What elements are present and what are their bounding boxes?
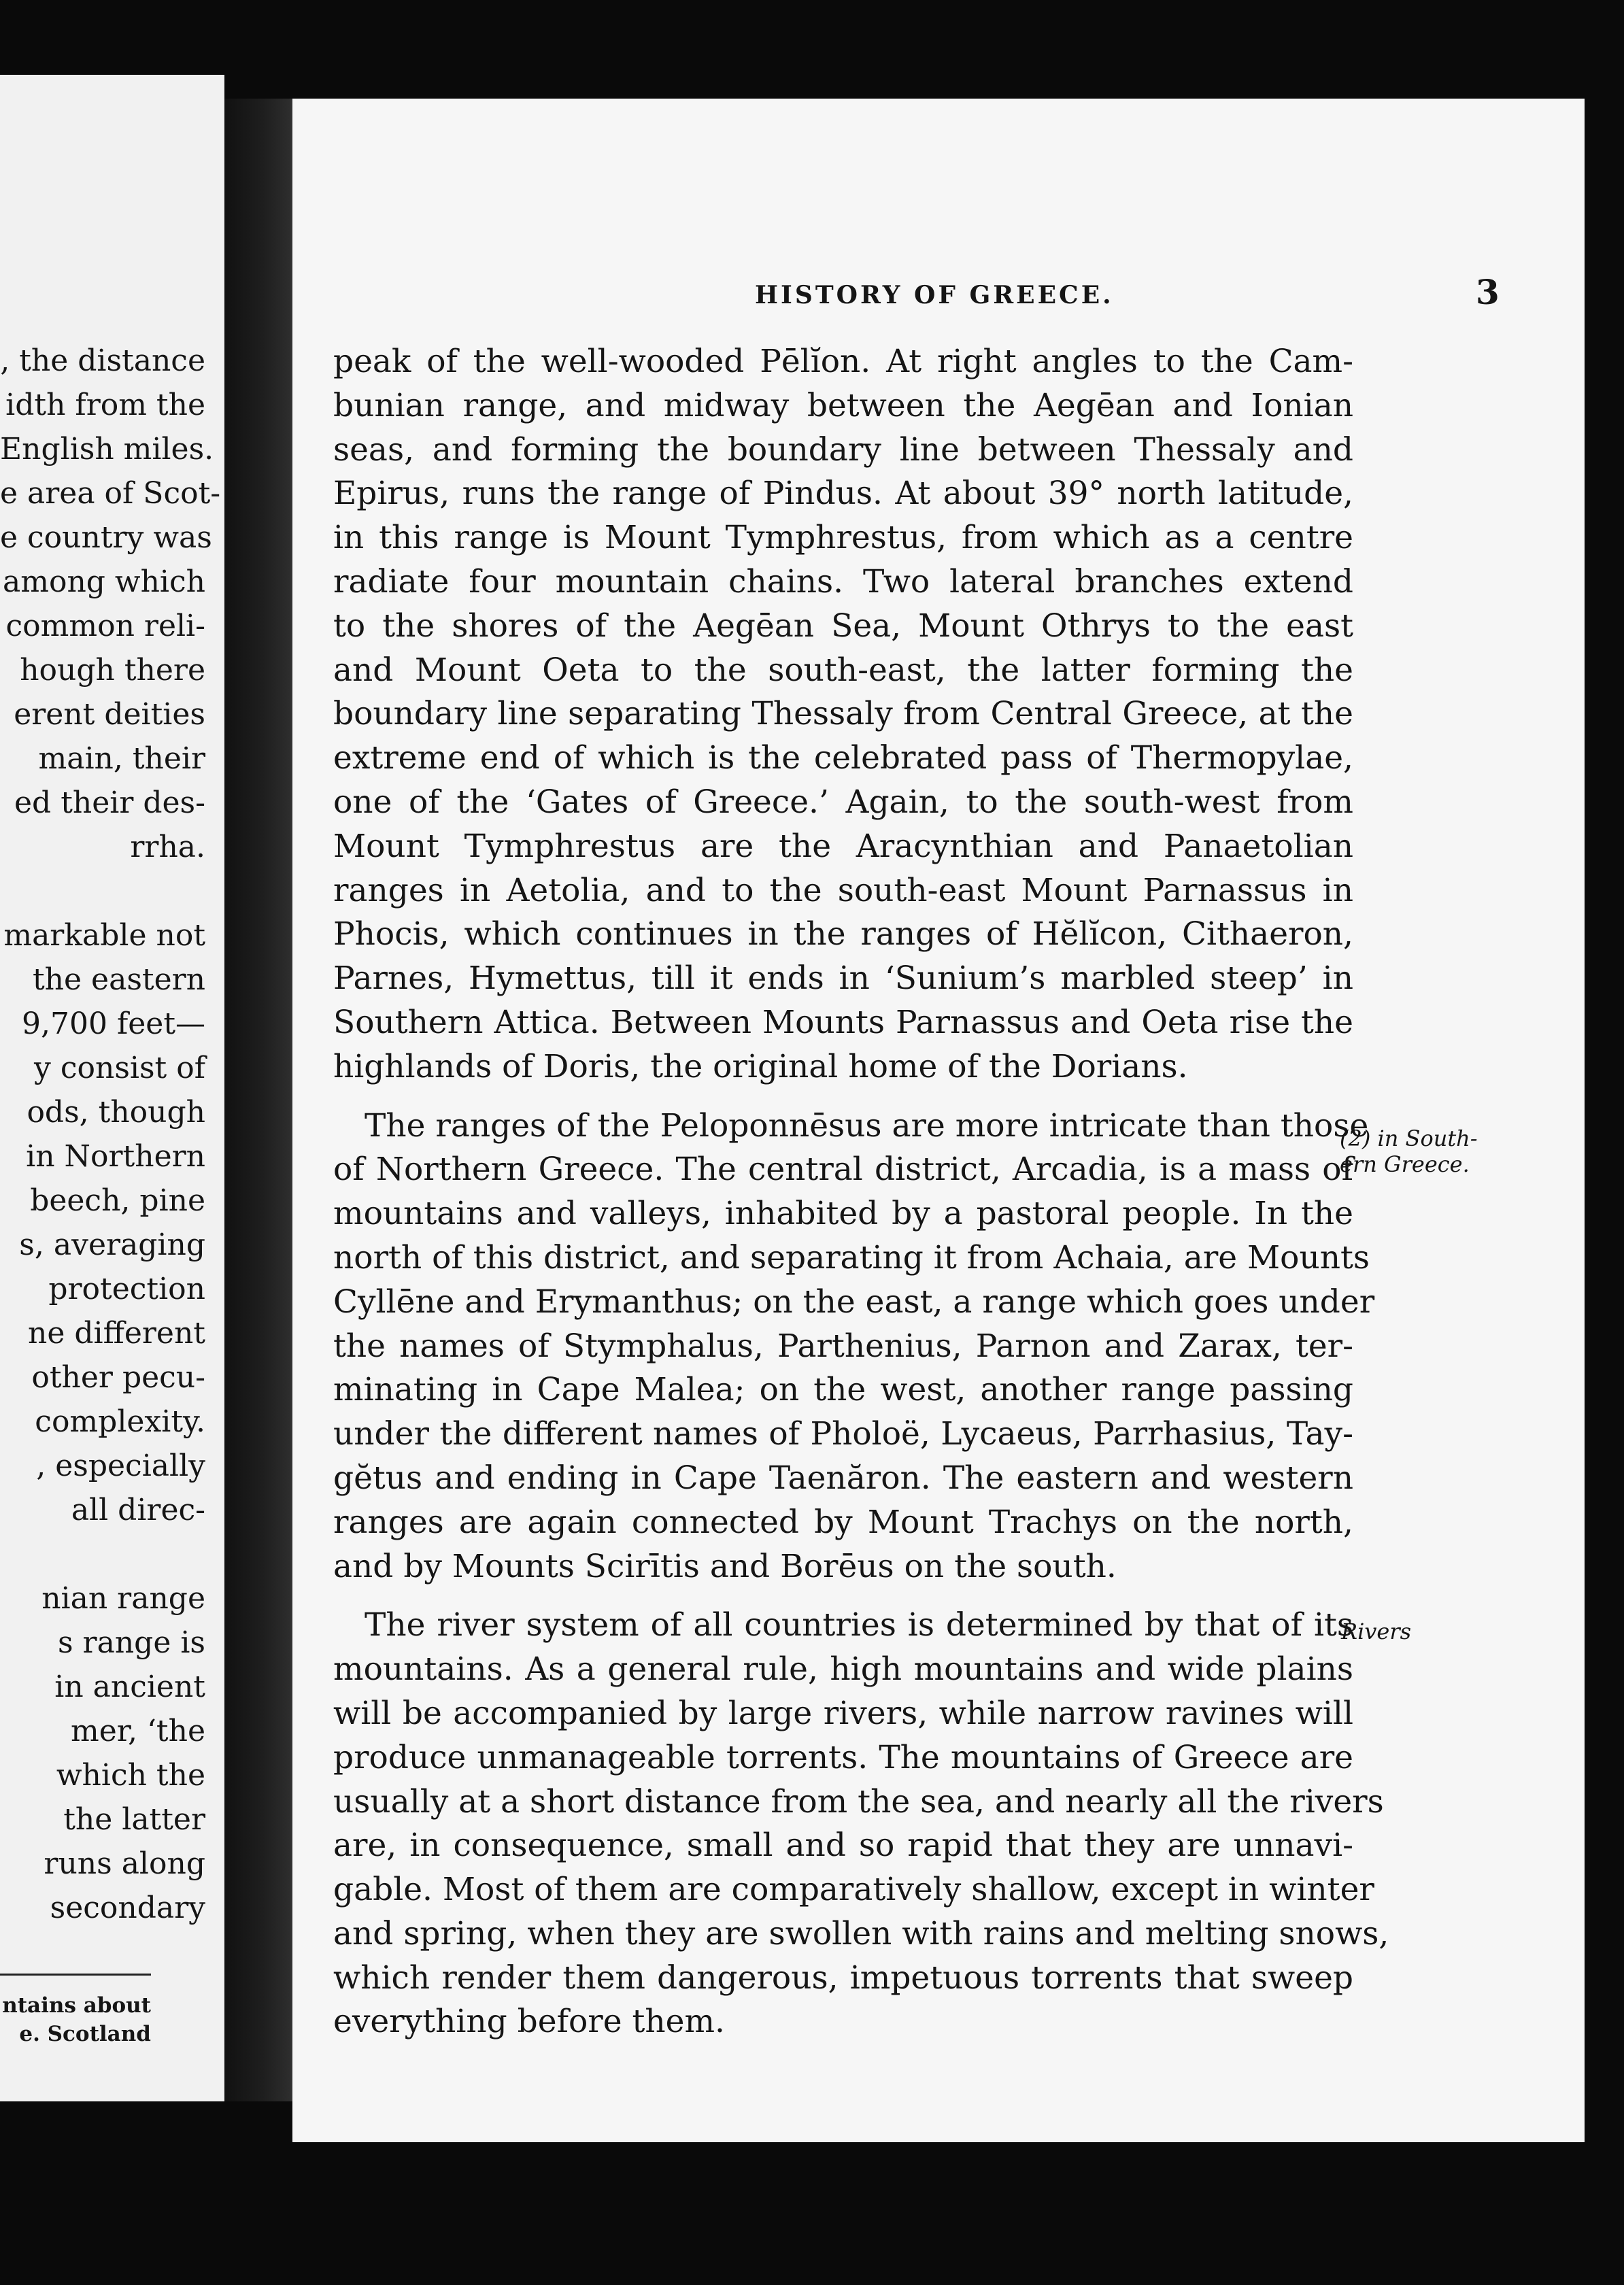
left-page-line: which the: [56, 1758, 205, 1793]
text-line: of Northern Greece. The central district, Arcadia, is a mass of: [333, 1151, 1353, 1189]
left-page-line: all direc-: [71, 1493, 205, 1527]
left-page-line: the latter: [63, 1802, 205, 1837]
left-page-line: ed their des-: [14, 785, 205, 820]
left-page-line: markable not: [3, 918, 205, 953]
text-line: produce unmanageable torrents. The mountains of Greece are: [333, 1738, 1353, 1776]
text-line: highlands of Doris, the original home of the Dorians.: [333, 1047, 1188, 1085]
paragraph: [333, 340, 1353, 1089]
text-line: mountains and valleys, inhabited by a pastoral people. In the: [333, 1195, 1353, 1233]
left-page-line: beech, pine: [30, 1183, 205, 1218]
left-page-line: ods, though: [27, 1095, 205, 1130]
text-line: north of this district, and separating it from Achaia, are Mounts: [333, 1238, 1370, 1276]
left-footnote-line: e. Scotland: [19, 2022, 151, 2046]
text-line: Phocis, which continues in the ranges of Hĕlĭcon, Cithaeron,: [333, 915, 1353, 953]
left-page-line: main, their: [38, 741, 205, 776]
left-page-line: among which: [3, 564, 205, 599]
left-page-line: s, averaging: [19, 1228, 205, 1262]
previous-page-text: [0, 339, 221, 1930]
text-line: seas, and forming the boundary line between Thessaly and: [333, 430, 1353, 469]
marginal-note-rivers: [1341, 1619, 1411, 1644]
paragraph: [333, 1604, 1389, 2044]
text-line: extreme end of which is the celebrated pass of Thermopylae,: [333, 739, 1353, 777]
text-line: minating in Cape Malea; on the west, another range passing: [333, 1371, 1353, 1409]
text-line: mountains. As a general rule, high mountains and wide plains: [333, 1651, 1353, 1689]
left-page-line: the eastern: [33, 962, 205, 997]
running-head: HISTORY OF GREECE.: [755, 281, 1114, 309]
text-line: radiate four mountain chains. Two lateral branches extend: [333, 562, 1353, 600]
left-page-line: s range is: [57, 1625, 205, 1660]
text-line: bunian range, and midway between the Aegēan and Ionian: [333, 386, 1353, 424]
left-page-line: [0, 1532, 205, 1576]
text-line: one of the ‘Gates of Greece.’ Again, to the south-west from: [333, 783, 1353, 821]
footnote-rule: [0, 1974, 151, 1976]
left-page-line: mer, ‘the: [71, 1714, 205, 1748]
left-footnote-line: ntains about: [2, 1993, 151, 2018]
left-page-line: hough there: [20, 653, 205, 688]
text-line: ranges are again connected by Mount Trachys on the north,: [333, 1503, 1353, 1541]
text-line: and spring, when they are swollen with rains and melting snows,: [333, 1914, 1389, 1952]
body-text: [333, 340, 1389, 2044]
text-line: and Mount Oeta to the south-east, the latter forming the: [333, 651, 1353, 689]
text-line: usually at a short distance from the sea, and nearly all the rivers: [333, 1782, 1384, 1821]
text-line: which render them dangerous, impetuous torrents that sweep: [333, 1959, 1353, 1997]
marginal-note-southern-greece: [1340, 1125, 1478, 1177]
text-line: Epirus, runs the range of Pindus. At about 39° north latitude,: [333, 475, 1353, 513]
left-page-line: runs along: [44, 1846, 205, 1881]
page-number: 3: [1476, 272, 1500, 312]
text-line: to the shores of the Aegēan Sea, Mount Othrys to the east: [333, 607, 1353, 645]
text-line: in this range is Mount Tymphrestus, from which as a centre: [333, 519, 1353, 557]
left-page-line: ne different: [28, 1316, 205, 1351]
previous-page-fragment: [0, 75, 224, 2101]
text-line: gable. Most of them are comparatively shallow, except in winter: [333, 1871, 1374, 1909]
text-line: peak of the well-wooded Pēlĭon. At right angles to the Cam-: [333, 343, 1353, 380]
left-page-line: in Northern: [26, 1139, 205, 1174]
left-page-line: English miles.: [0, 432, 214, 467]
left-page-line: y consist of: [34, 1051, 205, 1085]
left-page-line: 9,700 feet—: [22, 1006, 205, 1041]
left-page-line: nian range: [41, 1581, 205, 1616]
left-page-line: in ancient: [54, 1670, 205, 1704]
left-page-line: protection: [48, 1272, 205, 1306]
text-line: everything before them.: [333, 2003, 725, 2041]
text-line: Southern Attica. Between Mounts Parnassus and Oeta rise the: [333, 1003, 1353, 1041]
text-line: under the different names of Pholoë, Lycaeus, Parrhasius, Tay-: [333, 1415, 1353, 1453]
text-line: ranges in Aetolia, and to the south-east Mount Parnassus in: [333, 871, 1353, 909]
previous-page-footnote: [0, 1991, 151, 2048]
text-line: The river system of all countries is determined by that of its: [365, 1606, 1353, 1644]
left-page-line: idth from the: [5, 388, 205, 422]
left-page-line: e area of Scot-: [0, 476, 221, 511]
left-page-line: erent deities: [14, 697, 205, 732]
text-line: are, in consequence, small and so rapid that they are unnavi-: [333, 1827, 1353, 1865]
left-page-line: e country was: [0, 520, 212, 555]
text-line: will be accompanied by large rivers, while narrow ravines will: [333, 1694, 1353, 1732]
left-page-line: rrha.: [130, 830, 205, 864]
book-page: [292, 99, 1585, 2142]
text-line: gĕtus and ending in Cape Taenăron. The eastern and western: [333, 1459, 1353, 1497]
left-page-line: , the distance: [0, 343, 205, 378]
marginal-note-line: (2) in South-: [1340, 1125, 1478, 1151]
marginal-note-line: ern Greece.: [1340, 1151, 1470, 1177]
text-line: The ranges of the Peloponnēsus are more intricate than those: [365, 1106, 1369, 1145]
left-page-line: , especially: [36, 1449, 205, 1483]
left-page-line: common reli-: [5, 609, 205, 643]
paragraph: [333, 1104, 1375, 1589]
text-line: Parnes, Hymettus, till it ends in ‘Sunium’s marbled steep’ in: [333, 960, 1353, 998]
marginal-note-line: Rivers: [1341, 1619, 1412, 1644]
left-page-line: [0, 869, 205, 913]
left-page-line: complexity.: [35, 1404, 205, 1439]
text-line: Cyllēne and Erymanthus; on the east, a range which goes under: [333, 1283, 1375, 1321]
text-line: Mount Tymphrestus are the Aracynthian and Panaetolian: [333, 827, 1353, 865]
left-page-line: secondary: [50, 1891, 205, 1925]
left-page-line: other pecu-: [31, 1360, 205, 1395]
text-line: the names of Stymphalus, Parthenius, Parnon and Zarax, ter-: [333, 1327, 1353, 1365]
text-line: boundary line separating Thessaly from Central Greece, at the: [333, 695, 1353, 733]
text-line: and by Mounts Scirītis and Borēus on the south.: [333, 1547, 1117, 1585]
